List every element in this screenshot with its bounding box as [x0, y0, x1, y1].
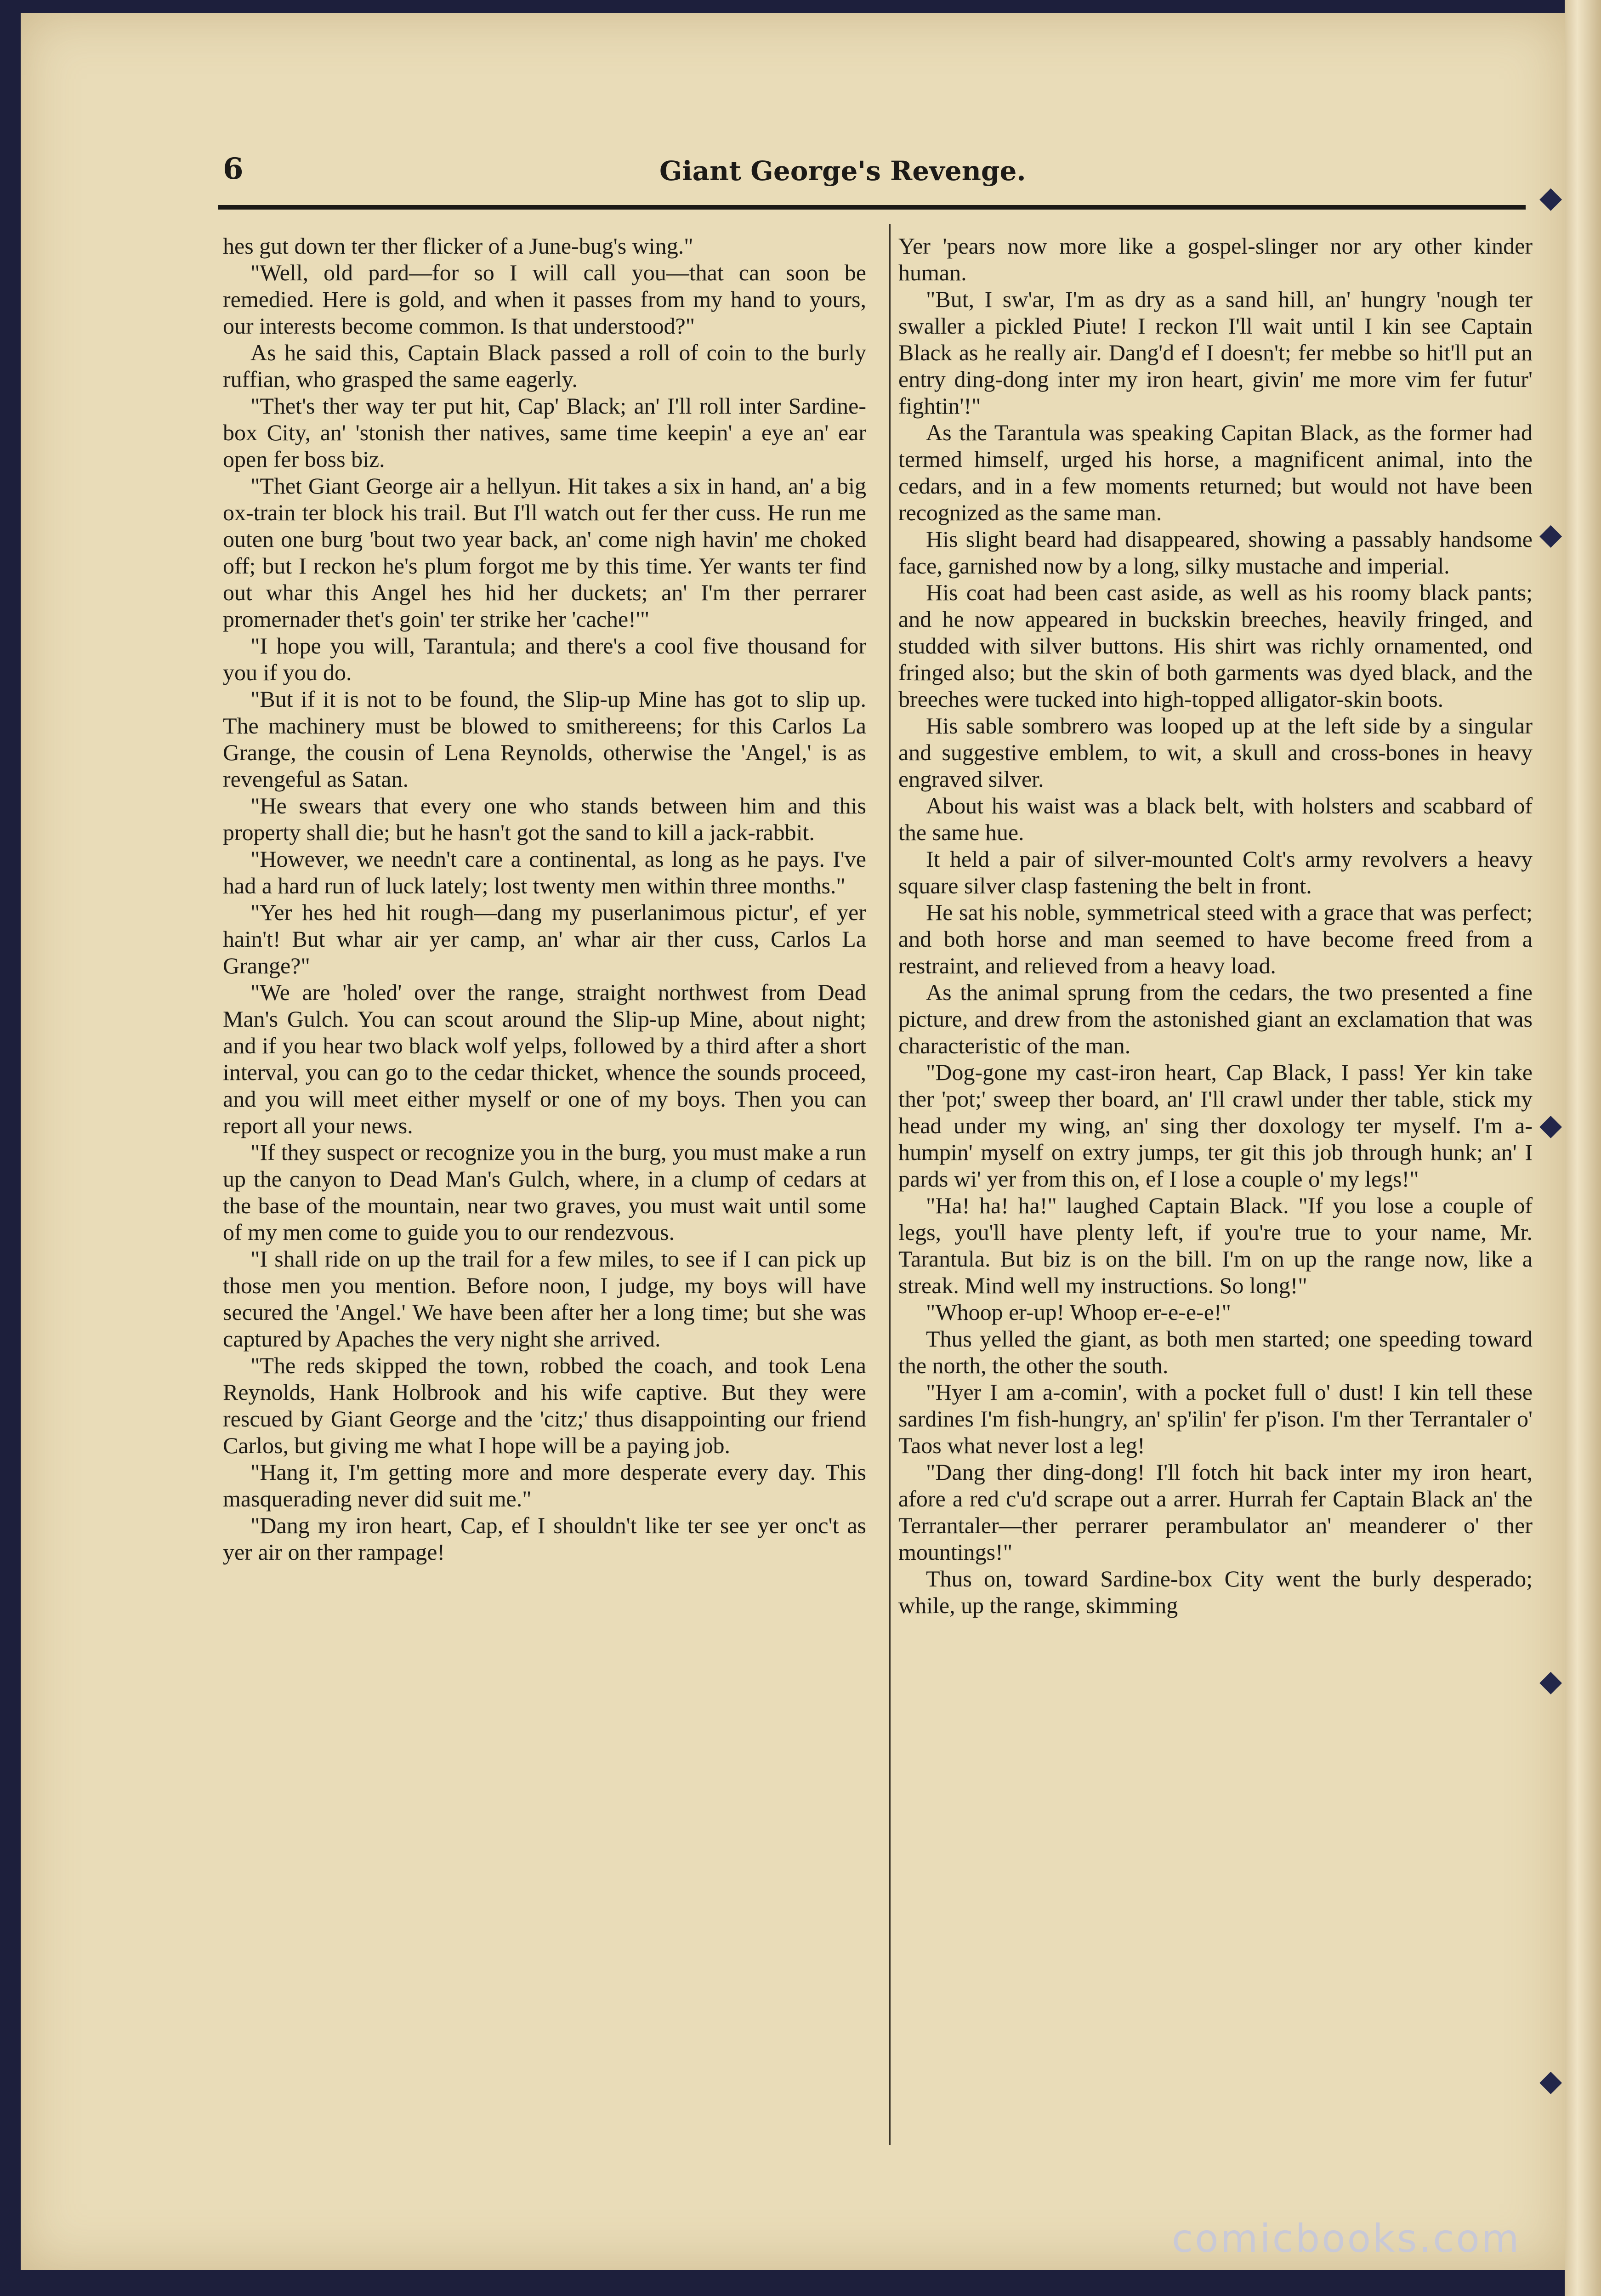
running-title: Giant George's Revenge.: [659, 155, 1026, 187]
paragraph: "Dang ther ding-dong! I'll fotch hit back inter my iron heart, afore a red c'u'd scrape out a arrer. Hurrah fer Captain Black an' the Terrantaler—ther perrarer perambulator an' meanderer o' ther mountings!": [898, 1459, 1533, 1565]
header-rule: [218, 205, 1526, 210]
paragraph: Thus yelled the giant, as both men started; one speeding toward the north, the other the south.: [898, 1326, 1533, 1378]
page-header: [21, 147, 1565, 207]
page-spine: [1565, 0, 1601, 2296]
paragraph: "Well, old pard—for so I will call you—that can soon be remedied. Here is gold, and when it passes from my hand to yours, our interests become common. Is that understood?": [223, 260, 866, 339]
paragraph: About his waist was a black belt, with holsters and scabbard of the same hue.: [898, 793, 1533, 845]
paragraph: "Dog-gone my cast-iron heart, Cap Black, I pass! Yer kin take ther 'pot;' sweep ther board, an' I'll crawl under ther table, stick my head under my wing, an' sing ther doxology ter myself. I'm a-humpin' myself on extry jumps, ter git this job through hunk; an' I pards wi' yer from this on, ef I lose a couple o' my legs!": [898, 1059, 1533, 1192]
paragraph: "But if it is not to be found, the Slip-up Mine has got to slip up. The machinery must be blowed to smithereens; for this Carlos La Grange, the cousin of Lena Reynolds, otherwise the 'Angel,' is as revengeful as Satan.: [223, 686, 866, 792]
paragraph: "The reds skipped the town, robbed the coach, and took Lena Reynolds, Hank Holbrook and his wife captive. But they were rescued by Giant George and the 'citz;' thus disappointing our friend Carlos, but giving me what I hope will be a paying job.: [223, 1353, 866, 1458]
paragraph: "He swears that every one who stands between him and this property shall die; but he hasn't got the sand to kill a jack-rabbit.: [223, 793, 866, 845]
paragraph: "I hope you will, Tarantula; and there's a cool five thousand for you if you do.: [223, 633, 866, 685]
binding-thread-icon: ◆: [1539, 517, 1562, 551]
binding-thread-icon: ◆: [1539, 2064, 1562, 2098]
right-column: [898, 233, 1533, 1619]
paragraph: As the animal sprung from the cedars, the two presented a fine picture, and drew from the astonished giant an exclamation that was characteristic of the man.: [898, 979, 1533, 1058]
binding-thread-icon: ◆: [1539, 1664, 1562, 1698]
paragraph: "Dang my iron heart, Cap, ef I shouldn't like ter see yer onc't as yer air on ther rampage!: [223, 1512, 866, 1565]
paragraph: His sable sombrero was looped up at the left side by a singular and suggestive emblem, to wit, a skull and cross-bones in heavy engraved silver.: [898, 713, 1533, 792]
paragraph: As the Tarantula was speaking Capitan Black, as the former had termed himself, urged his horse, a magnificent animal, into the cedars, and in a few moments returned; but would not have been recognized as the same man.: [898, 420, 1533, 525]
paragraph: "Hyer I am a-comin', with a pocket full o' dust! I kin tell these sardines I'm fish-hungry, an' sp'ilin' fer p'ison. I'm ther Terrantaler o' Taos what never lost a leg!: [898, 1379, 1533, 1458]
paragraph: It held a pair of silver-mounted Colt's army revolvers a heavy square silver clasp fastening the belt in front.: [898, 846, 1533, 898]
paragraph: "However, we needn't care a continental, as long as he pays. I've had a hard run of luck lately; lost twenty men within three months.": [223, 846, 866, 898]
paragraph: "Hang it, I'm getting more and more desperate every day. This masquerading never did suit me.": [223, 1459, 866, 1512]
paragraph: "Thet's ther way ter put hit, Cap' Black; an' I'll roll inter Sardine-box City, an' 'stonish ther natives, same time keepin' a eye an' ear open fer boss biz.: [223, 393, 866, 472]
left-column: [223, 233, 866, 1565]
paragraph: "We are 'holed' over the range, straight northwest from Dead Man's Gulch. You can scout around the Slip-up Mine, about night; and if you hear two black wolf yelps, followed by a third after a short interval, you can go to the cedar thicket, whence the sounds proceed, and you will meet either myself or one of my boys. Then you can report all your news.: [223, 979, 866, 1138]
paragraph: As he said this, Captain Black passed a roll of coin to the burly ruffian, who grasped the same eagerly.: [223, 340, 866, 392]
column-divider: [889, 224, 891, 2145]
paragraph: Yer 'pears now more like a gospel-slinger nor ary other kinder human.: [898, 233, 1533, 285]
page-number: 6: [223, 152, 244, 186]
paragraph: Thus on, toward Sardine-box City went the burly desperado; while, up the range, skimming: [898, 1566, 1533, 1618]
paragraph: He sat his noble, symmetrical steed with a grace that was perfect; and both horse and man seemed to have become freed from a restraint, and relieved from a heavy load.: [898, 899, 1533, 978]
newspaper-page: [21, 13, 1565, 2270]
paragraph: "Whoop er-up! Whoop er-e-e-e!": [926, 1299, 1231, 1325]
watermark: comicbooks.com: [1172, 2216, 1521, 2261]
paragraph: His coat had been cast aside, as well as his roomy black pants; and he now appeared in buckskin breeches, heavily fringed, and studded with silver buttons. His shirt was richly ornamented, ond fringed also; but the skin of both garments was dyed black, and the breeches were tucked into high-topped alligator-skin boots.: [898, 580, 1533, 712]
paragraph: His slight beard had disappeared, showing a passably handsome face, garnished now by a long, silky mustache and imperial.: [898, 526, 1533, 579]
paragraph: "I shall ride on up the trail for a few miles, to see if I can pick up those men you mention. Before noon, I judge, my boys will have secured the 'Angel.' We have been after her a long time; but she was captured by Apaches the very night she arrived.: [223, 1246, 866, 1352]
paragraph: "But, I sw'ar, I'm as dry as a sand hill, an' hungry 'nough ter swaller a pickled Piute! I reckon I'll wait until I kin see Captain Black as he really air. Dang'd ef I doesn't; fer mebbe so hit'll put an entry ding-dong inter my iron heart, givin' me more vim fer futur' fightin'!": [898, 286, 1533, 419]
paragraph: "If they suspect or recognize you in the burg, you must make a run up the canyon to Dead Man's Gulch, where, in a clump of cedars at the base of the mountain, near two graves, you must wait until some of my men come to guide you to our rendezvous.: [223, 1139, 866, 1245]
paragraph: "Ha! ha! ha!" laughed Captain Black. "If you lose a couple of legs, you'll have plenty left, if you're true to your name, Mr. Tarantula. But biz is on the bill. I'm on up the range now, like a streak. Mind well my instructions. So long!": [898, 1193, 1533, 1298]
paragraph: hes gut down ter ther flicker of a June-bug's wing.": [223, 233, 693, 259]
paragraph: "Yer hes hed hit rough—dang my puserlanimous pictur', ef yer hain't! But whar air yer camp, an' whar air ther cuss, Carlos La Grange?": [223, 899, 866, 978]
binding-thread-icon: ◆: [1539, 181, 1562, 215]
binding-thread-icon: ◆: [1539, 1108, 1562, 1142]
paragraph: "Thet Giant George air a hellyun. Hit takes a six in hand, an' a big ox-train ter block his trail. But I'll watch out fer ther cuss. He run me outen one burg 'bout two year back, an' come nigh havin' me choked off; but I reckon he's plum forgot me by this time. Yer wants ter find out whar this Angel hes hid her duckets; an' I'm ther perrarer promernader thet's goin' ter strike her 'cache!'": [223, 473, 866, 632]
